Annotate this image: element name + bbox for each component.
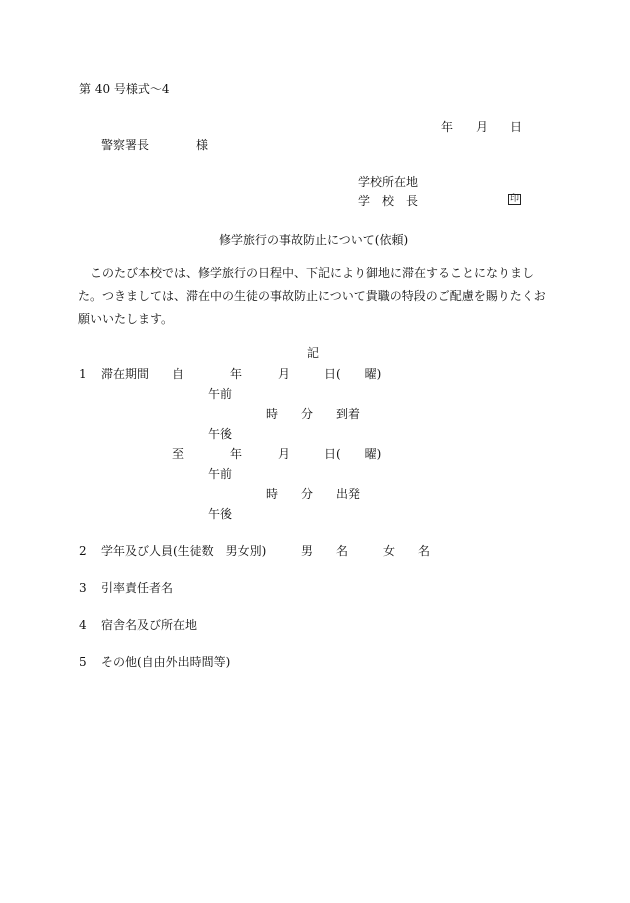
addressee-title: 警察署長 bbox=[101, 138, 150, 152]
item2-label: 学年及び人員(生徒数 男女別) bbox=[101, 544, 267, 558]
document-title: 修学旅行の事故防止について(依頼) bbox=[219, 233, 409, 247]
item1-to-am: 午前 bbox=[208, 467, 233, 481]
item2-male: 男 bbox=[301, 544, 314, 558]
item2-female-unit: 名 bbox=[418, 544, 431, 558]
item2-female: 女 bbox=[383, 544, 396, 558]
item1-from-am: 午前 bbox=[208, 387, 233, 401]
item1-to-hour: 時 bbox=[266, 487, 279, 501]
item1-from: 自 bbox=[172, 367, 185, 381]
item1-to: 至 bbox=[172, 447, 185, 461]
item2-number: 2 bbox=[79, 544, 87, 558]
item1-departure: 出発 bbox=[336, 487, 361, 501]
item4-label: 宿舎名及び所在地 bbox=[101, 618, 198, 632]
ki-heading: 記 bbox=[307, 346, 320, 360]
item1-from-pm: 午後 bbox=[208, 427, 233, 441]
item2-male-unit: 名 bbox=[336, 544, 349, 558]
item1-arrival: 到着 bbox=[336, 407, 361, 421]
item1-from-day: 日( 曜) bbox=[324, 367, 382, 381]
item1-to-pm: 午後 bbox=[208, 507, 233, 521]
item1-label: 滞在期間 bbox=[101, 367, 150, 381]
item5-number: 5 bbox=[79, 655, 87, 669]
item5-label: その他(自由外出時間等) bbox=[101, 655, 231, 669]
item1-to-minute: 分 bbox=[301, 487, 314, 501]
item1-from-hour: 時 bbox=[266, 407, 279, 421]
school-address-label: 学校所在地 bbox=[358, 175, 419, 189]
item1-to-month: 月 bbox=[278, 447, 291, 461]
item4-number: 4 bbox=[79, 618, 87, 632]
date-month-label: 月 bbox=[476, 120, 489, 134]
item1-from-year: 年 bbox=[230, 367, 243, 381]
seal-mark: 印 bbox=[510, 194, 520, 204]
form-number: 第 40 号様式～4 bbox=[79, 82, 170, 96]
item1-to-year: 年 bbox=[230, 447, 243, 461]
date-year-label: 年 bbox=[441, 120, 454, 134]
addressee-honorific: 様 bbox=[196, 138, 209, 152]
body-paragraph: このたび本校では、修学旅行の日程中、下記により御地に滞在することになりました。つきましては、滞在中の生徒の事故防止について貴職の特段のご配慮を賜りたくお願いいたします。 bbox=[78, 266, 546, 326]
item1-from-month: 月 bbox=[278, 367, 291, 381]
item3-label: 引率責任者名 bbox=[101, 581, 174, 595]
item3-number: 3 bbox=[79, 581, 87, 595]
item1-to-day: 日( 曜) bbox=[324, 447, 382, 461]
date-day-label: 日 bbox=[510, 120, 523, 134]
item1-number: 1 bbox=[79, 367, 87, 381]
principal-label: 学 校 長 bbox=[358, 194, 419, 208]
item1-from-minute: 分 bbox=[301, 407, 314, 421]
